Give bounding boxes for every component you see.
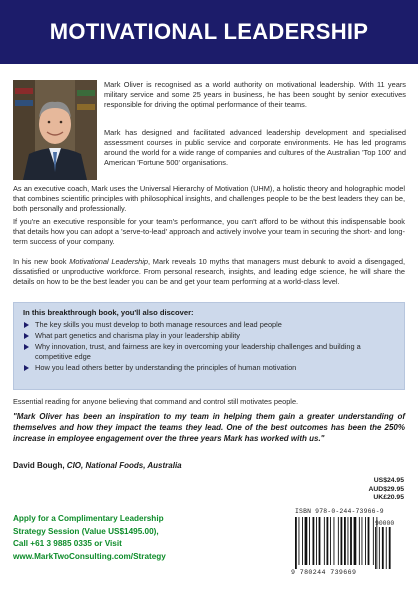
barcode-bar <box>302 517 303 565</box>
essential-reading: Essential reading for anyone believing that command and control still motivates people. <box>13 397 299 406</box>
bullet-arrow-icon <box>24 333 29 339</box>
book-title: MOTIVATIONAL LEADERSHIP <box>49 19 369 44</box>
new-book-title: Motivational Leadership <box>69 257 148 266</box>
barcode-bar <box>344 517 346 565</box>
ean-number: 9 780244 739669 <box>291 569 357 576</box>
barcode-bar <box>309 517 310 565</box>
author-photo <box>13 80 97 180</box>
price-aud: AUD$29.95 <box>368 485 404 493</box>
list-item-text: What part genetics and charisma play in your leadership ability <box>35 331 240 341</box>
list-item-text: How you lead others better by understanding the principles of human motivation <box>35 362 297 372</box>
barcode-bar <box>348 517 349 565</box>
addon-bar <box>382 527 384 569</box>
barcode-bar <box>330 517 331 565</box>
new-book-pre: In his new book <box>13 257 70 266</box>
barcode-bar <box>295 517 297 569</box>
barcode-bar <box>334 517 335 565</box>
barcode-bar <box>362 517 363 565</box>
testimonial-title: CIO, National Foods, Australia <box>66 461 182 470</box>
new-book-paragraph <box>13 257 405 287</box>
price-list <box>368 477 404 503</box>
new-book-post: , Mark reveals 10 myths that managers must debunk to avoid a disengaged, dissatisfied or unproductive workforce. From personal research, insights, and leading edge science, he will share the details on how to be the best leader you can be and get your team performing at a world-class level. <box>13 257 405 286</box>
barcode-bar <box>324 517 325 565</box>
testimonial-name: David Bough, <box>13 461 65 470</box>
cta-line-1: Apply for a Complimentary Leadership <box>13 514 164 523</box>
discover-box <box>13 302 405 390</box>
list-item <box>23 363 395 373</box>
header-banner <box>0 0 418 64</box>
price-code: 90000 <box>375 520 395 527</box>
addon-bar <box>386 527 387 569</box>
testimonial-quote: "Mark Oliver has been an inspiration to my team in helping them gain a greater understanding of themselves and how they impact the teams they lead. One of the best outcomes has been the 250% increase in employee engagement over the three years Mark has worked with us." <box>13 412 405 443</box>
barcode-bar <box>338 517 339 565</box>
barcode-bar <box>365 517 366 565</box>
testimonial-attribution <box>13 461 182 470</box>
cta-line-2: Strategy Session (Value US$1495.00), <box>13 526 159 536</box>
addon-bar <box>379 527 380 569</box>
cta-website-link[interactable]: www.MarkTwoConsulting.com/Strategy <box>13 551 166 561</box>
barcode-bar <box>299 517 300 565</box>
barcode-bar <box>316 517 317 565</box>
bullet-arrow-icon <box>24 344 29 350</box>
cta-line-3: Call +61 3 9885 0335 or Visit <box>13 539 122 548</box>
isbn-label: ISBN 978-0-244-73966-9 <box>295 508 384 515</box>
barcode-bars <box>293 517 403 569</box>
price-usd: US$24.95 <box>373 477 404 484</box>
addon-bar <box>375 527 376 569</box>
bullet-arrow-icon <box>24 322 29 328</box>
list-item <box>23 342 395 361</box>
barcode-bar <box>354 517 357 565</box>
list-item <box>23 331 395 341</box>
list-item-text: The key skills you must develop to both manage resources and lead people <box>35 320 282 329</box>
barcode-bar <box>350 517 352 565</box>
barcode-bar <box>327 517 329 565</box>
call-to-action <box>13 513 243 563</box>
addon-bar <box>389 527 391 569</box>
list-item-text: Why innovation, trust, and fairness are key in overcoming your leadership challenges and building a competitive edge <box>35 342 361 361</box>
barcode-bar <box>305 517 308 565</box>
bio-paragraph-1: Mark Oliver is recognised as a world authority on motivational leadership. With 11 years military service and some 25 years in business, he has been sought by senior executives responsible for driving the optimal performance of their teams. <box>104 80 406 109</box>
barcode-bar <box>373 517 374 565</box>
barcode-bar <box>368 517 370 565</box>
executive-paragraph: If you're an executive responsible for your team's performance, you can't afford to be without this indispensable book that details how you can adopt a 'serve-to-lead' approach and actively involve your team in securing the short- and long-term success of your company. <box>13 217 405 246</box>
price-uk: UK£20.95 <box>373 494 404 501</box>
barcode-bar <box>313 517 315 565</box>
barcode-bar <box>341 517 343 565</box>
list-item <box>23 320 395 330</box>
coach-paragraph: As an executive coach, Mark uses the Universal Hierarchy of Motivation (UHM), a holistic theory and holographic model that combines scientific principles with philosophical insights, and challenges people to be the best leaders they can be, both personally and professionally. <box>13 184 405 213</box>
bio-paragraph-2: Mark has designed and facilitated advanced leadership development and specialised assessment courses in public service and corporate environments. He has led programs around the world for a wide range of companies and cultures of the Australian 'Top 100' and American 'Fortune 500' organisations. <box>104 128 406 167</box>
discover-title: In this breakthrough book, you'll also discover: <box>23 308 194 317</box>
barcode-bar <box>359 517 360 565</box>
barcode-bar <box>319 517 321 565</box>
isbn-barcode <box>289 507 405 579</box>
bullet-arrow-icon <box>24 365 29 371</box>
